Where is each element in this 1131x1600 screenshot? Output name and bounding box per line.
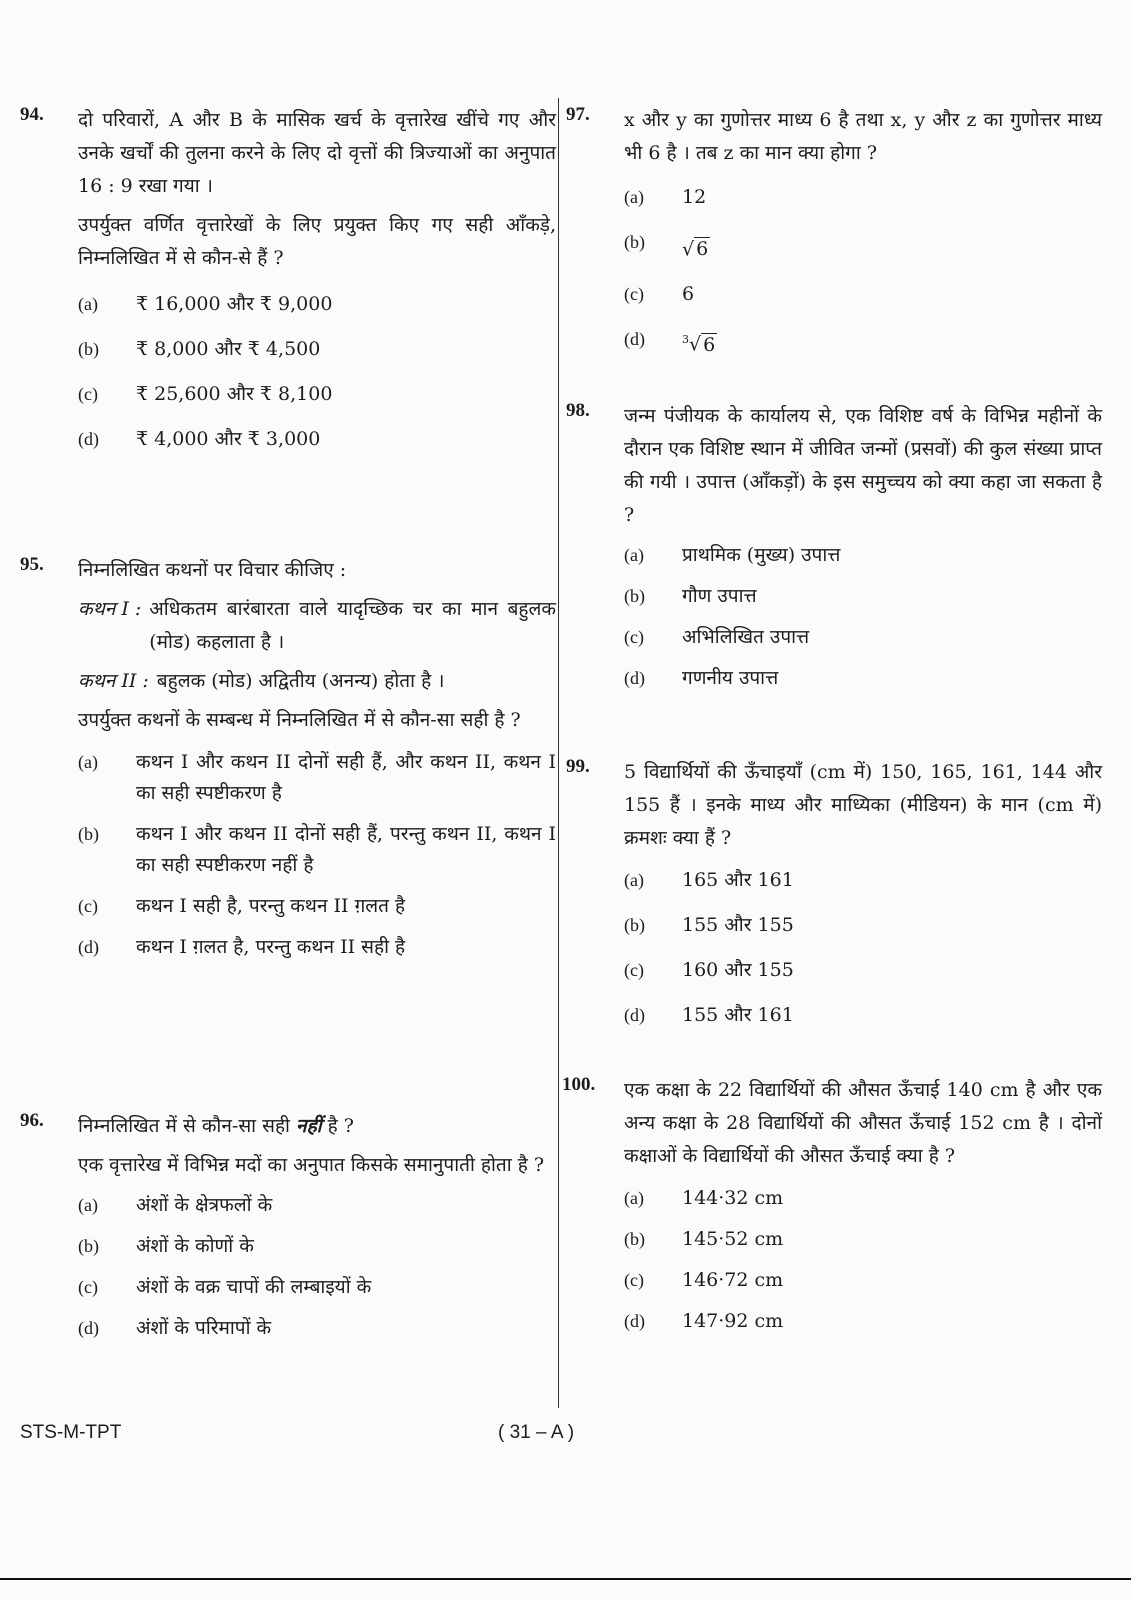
radicand: 6 <box>703 333 716 356</box>
question-text-emphasis: नहीं <box>296 1115 322 1137</box>
question-99 <box>566 756 1102 1045</box>
option-d[interactable] <box>624 1306 1102 1337</box>
radicand: 6 <box>696 238 709 261</box>
option-label: (d) <box>624 1311 645 1331</box>
option-text: अंशों के कोणों के <box>136 1235 254 1257</box>
option-b[interactable] <box>624 910 1102 941</box>
option-text: गणनीय उपात्त <box>682 667 779 689</box>
option-text: कथन I सही है, परन्तु कथन II ग़लत है <box>136 895 406 917</box>
option-text: 6 <box>682 283 695 306</box>
square-root-expression: √ 6 <box>682 238 709 261</box>
option-b[interactable] <box>624 581 1102 612</box>
option-text: ₹ 8,000 और ₹ 4,500 <box>136 338 321 360</box>
question-number: 99. <box>566 756 590 777</box>
bottom-border <box>0 1578 1131 1580</box>
option-text: कथन I और कथन II दोनों सही हैं, और कथन II, कथन I का सही स्पष्टीकरण है <box>136 751 556 804</box>
question-94 <box>20 104 556 469</box>
option-text: 155 और 161 <box>682 1004 794 1026</box>
option-text: प्राथमिक (मुख्य) उपात्त <box>682 544 841 566</box>
option-text: 145·52 cm <box>682 1228 784 1250</box>
option-label: (c) <box>78 384 98 404</box>
question-text <box>78 1110 556 1143</box>
option-text: अंशों के क्षेत्रफलों के <box>136 1194 273 1216</box>
option-d[interactable] <box>78 1313 556 1344</box>
question-text: दो परिवारों, A और B के मासिक खर्च के वृत्तारेख खींचे गए और उनके खर्चों की तुलना करने के लिए दो वृत्तों की त्रिज्याओं का अनुपात 16 : 9 रखा गया । <box>78 109 556 197</box>
option-text: 144·32 cm <box>682 1187 784 1209</box>
option-c[interactable] <box>624 1265 1102 1296</box>
option-a[interactable] <box>78 1190 556 1221</box>
option-text: अंशों के वक्र चापों की लम्बाइयों के <box>136 1276 372 1298</box>
question-text-post: है ? <box>327 1115 354 1137</box>
option-d[interactable] <box>624 663 1102 694</box>
statement-text: अधिकतम बारंबारता वाले यादृच्छिक चर का मान बहुलक (मोड) कहलाता है । <box>149 598 556 653</box>
option-label: (d) <box>78 937 99 957</box>
option-b[interactable] <box>78 1231 556 1262</box>
option-label: (c) <box>624 627 644 647</box>
option-label: (b) <box>78 339 99 359</box>
option-a[interactable] <box>624 1183 1102 1214</box>
option-text: ₹ 25,600 और ₹ 8,100 <box>136 383 333 405</box>
option-a[interactable] <box>624 182 1102 213</box>
statement-label: कथन I : <box>78 598 142 620</box>
option-b[interactable] <box>78 819 556 881</box>
page-number: ( 31 – A ) <box>498 1422 575 1443</box>
option-d[interactable] <box>78 932 556 963</box>
option-text: कथन I ग़लत है, परन्तु कथन II सही है <box>136 936 406 958</box>
question-number: 96. <box>20 1110 44 1131</box>
question-100 <box>562 1074 1102 1347</box>
question-number: 94. <box>20 104 44 125</box>
option-label: (b) <box>624 1229 645 1249</box>
option-label: (a) <box>624 1188 644 1208</box>
statement-2 <box>78 665 556 698</box>
option-b[interactable] <box>78 334 556 365</box>
option-label: (a) <box>624 870 644 890</box>
option-text: ₹ 16,000 और ₹ 9,000 <box>136 293 333 315</box>
option-d[interactable] <box>78 424 556 455</box>
option-label: (b) <box>624 586 645 606</box>
option-label: (d) <box>78 429 99 449</box>
question-text: एक कक्षा के 22 विद्यार्थियों की औसत ऊँचाई 140 cm है और एक अन्य कक्षा के 28 विद्यार्थियों की औसत ऊँचाई 152 cm है । दोनों कक्षाओं के विद्यार्थियों की औसत ऊँचाई क्या है ? <box>624 1079 1102 1167</box>
option-label: (a) <box>78 1195 98 1215</box>
question-number: 97. <box>566 104 590 125</box>
statement-1 <box>78 593 556 659</box>
option-label: (d) <box>624 329 645 350</box>
option-label: (c) <box>624 960 644 980</box>
option-b[interactable] <box>624 227 1102 265</box>
question-intro: निम्नलिखित कथनों पर विचार कीजिए : <box>78 559 347 581</box>
option-text: 165 और 161 <box>682 869 794 891</box>
root-index: 3 <box>682 333 689 347</box>
option-c[interactable] <box>624 279 1102 310</box>
option-label: (d) <box>624 668 645 688</box>
option-c[interactable] <box>624 622 1102 653</box>
question-text: 5 विद्यार्थियों की ऊँचाइयाँ (cm में) 150, 165, 161, 144 और 155 हैं । इनके माध्य और माध्यिका (मीडियन) के मान (cm में) क्रमशः क्या हैं ? <box>624 761 1102 849</box>
statement-text: बहुलक (मोड) अद्वितीय (अनन्य) होता है । <box>156 670 445 692</box>
option-label: (a) <box>78 294 98 314</box>
option-label: (d) <box>624 1005 645 1025</box>
option-label: (b) <box>624 915 645 935</box>
option-label: (b) <box>78 824 99 844</box>
option-text: 146·72 cm <box>682 1269 784 1291</box>
question-prompt: एक वृत्तारेख में विभिन्न मदों का अनुपात किसके समानुपाती होता है ? <box>78 1154 545 1176</box>
option-label: (d) <box>78 1318 99 1338</box>
option-text: ₹ 4,000 और ₹ 3,000 <box>136 428 321 450</box>
option-text: कथन I और कथन II दोनों सही हैं, परन्तु कथन II, कथन I का सही स्पष्टीकरण नहीं है <box>136 823 556 876</box>
option-c[interactable] <box>78 1272 556 1303</box>
option-c[interactable] <box>78 379 556 410</box>
question-95 <box>20 554 556 973</box>
option-a[interactable] <box>624 540 1102 571</box>
question-96 <box>20 1110 556 1354</box>
option-a[interactable] <box>78 747 556 809</box>
booklet-code: STS-M-TPT <box>20 1422 122 1443</box>
option-a[interactable] <box>78 289 556 320</box>
question-prompt: उपर्युक्त वर्णित वृत्तारेखों के लिए प्रयुक्त किए गए सही आँकड़े, निम्नलिखित में से कौन-से हैं ? <box>78 214 556 269</box>
question-number: 100. <box>562 1074 596 1095</box>
option-label: (c) <box>624 1270 644 1290</box>
question-97 <box>566 104 1102 375</box>
option-d[interactable] <box>624 1000 1102 1031</box>
column-divider <box>558 98 559 1408</box>
option-text: 155 और 155 <box>682 914 794 936</box>
option-text: अंशों के परिमापों के <box>136 1317 272 1339</box>
option-label: (a) <box>624 545 644 565</box>
statement-label: कथन II : <box>78 670 149 692</box>
option-c[interactable] <box>624 955 1102 986</box>
cube-root-expression: $^3$√ 6 <box>682 333 716 356</box>
question-number: 98. <box>566 400 590 421</box>
option-d[interactable] <box>624 324 1102 360</box>
question-text-pre: निम्नलिखित में से कौन-सा सही <box>78 1115 290 1137</box>
option-c[interactable] <box>78 891 556 922</box>
option-text <box>682 227 1102 265</box>
option-b[interactable] <box>624 1224 1102 1255</box>
question-number: 95. <box>20 554 44 575</box>
option-text: 12 <box>682 186 707 208</box>
question-text: जन्म पंजीयक के कार्यालय से, एक विशिष्ट वर्ष के विभिन्न महीनों के दौरान एक विशिष्ट स्थान में जीवित जन्मों (प्रसवों) की कुल संख्या प्राप्त की गयी । उपात्त (आँकड़ों) के इस समुच्चय को क्या कहा जा सकता है ? <box>624 405 1102 526</box>
option-label: (a) <box>624 187 644 207</box>
option-text: गौण उपात्त <box>682 585 757 607</box>
question-prompt: उपर्युक्त कथनों के सम्बन्ध में निम्नलिखित में से कौन-सा सही है ? <box>78 709 521 731</box>
option-text <box>682 324 1102 360</box>
option-label: (b) <box>78 1236 99 1256</box>
option-text: 160 और 155 <box>682 959 794 981</box>
question-text: x और y का गुणोत्तर माध्य 6 है तथा x, y और z का गुणोत्तर माध्य भी 6 है । तब z का मान क्या होगा ? <box>624 109 1102 164</box>
option-label: (c) <box>624 284 644 305</box>
question-98 <box>566 400 1102 704</box>
option-label: (b) <box>624 232 645 252</box>
option-a[interactable] <box>624 865 1102 896</box>
option-label: (a) <box>78 752 98 772</box>
option-label: (c) <box>78 1277 98 1297</box>
option-label: (c) <box>78 896 98 916</box>
option-text: 147·92 cm <box>682 1310 784 1332</box>
option-text: अभिलिखित उपात्त <box>682 626 810 648</box>
